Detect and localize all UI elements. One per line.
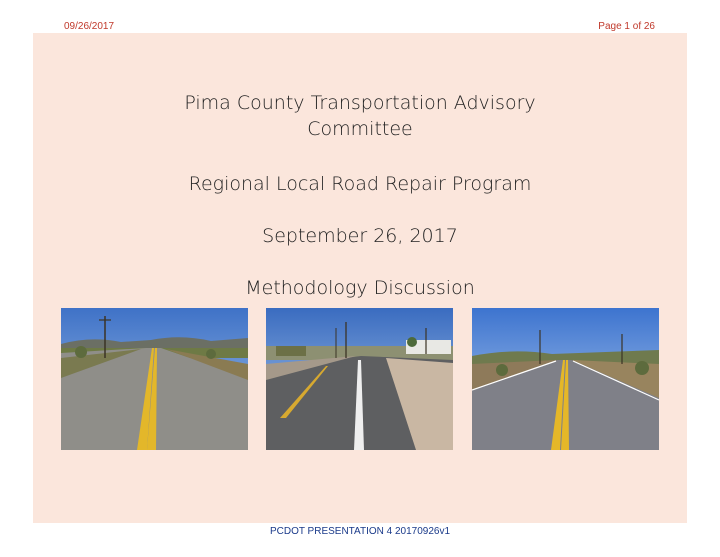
road-photo-2 xyxy=(266,308,453,450)
footer-label: PCDOT PRESENTATION 4 20170926v1 xyxy=(269,526,451,537)
title-line-2: Committee xyxy=(307,118,413,140)
road-photo-3 xyxy=(472,308,659,450)
slide-subtitle: Regional Local Road Repair Program xyxy=(188,173,532,195)
header-page-number: Page 1 of 26 xyxy=(598,21,655,32)
header-date: 09/26/2017 xyxy=(64,21,115,32)
title-line-1: Pima County Transportation Advisory xyxy=(184,92,536,114)
slide-date: September 26, 2017 xyxy=(262,225,458,247)
road-photo-icon xyxy=(61,308,248,450)
road-photo-icon xyxy=(472,308,659,450)
slide-title xyxy=(33,90,687,142)
road-photo-1 xyxy=(61,308,248,450)
road-photo-icon xyxy=(266,308,453,450)
slide-topic: Methodology Discussion xyxy=(245,277,475,299)
slide xyxy=(33,33,687,523)
